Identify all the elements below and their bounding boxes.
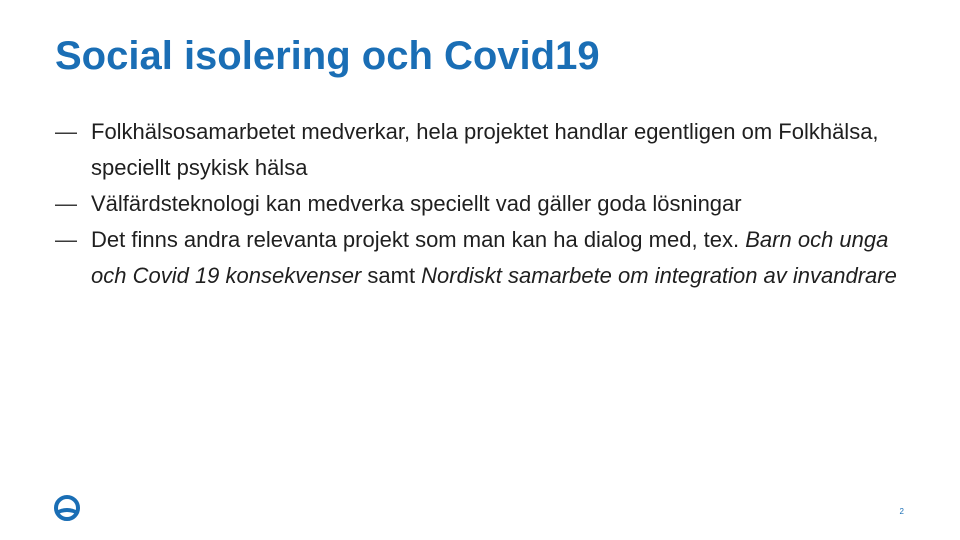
bullet-dash: — [55, 227, 77, 252]
circle-swoosh-logo-icon [53, 494, 81, 522]
bullet-item [55, 222, 915, 294]
bullet-list [55, 114, 915, 294]
page-number: 2 [899, 507, 904, 516]
bullet-text: samt [361, 263, 422, 288]
slide-title: Social isolering och Covid19 [55, 34, 600, 78]
project-name-italic: Barn och unga och Covid 19 konsekvenser [91, 227, 889, 288]
project-name-italic: Nordiskt samarbete om integration av invandrare [421, 263, 897, 288]
bullet-text: Välfärdsteknologi kan medverka speciellt vad gäller goda lösningar [91, 191, 742, 216]
bullet-dash: — [55, 191, 77, 216]
bullet-item [55, 114, 915, 186]
bullet-text: Folkhälsosamarbetet medverkar, hela projektet handlar egentligen om Folkhälsa, speciellt psykisk hälsa [91, 119, 879, 180]
bullet-text: Det finns andra relevanta projekt som man kan ha dialog med, tex. [91, 227, 746, 252]
bullet-dash: — [55, 119, 77, 144]
bullet-item [55, 186, 915, 222]
